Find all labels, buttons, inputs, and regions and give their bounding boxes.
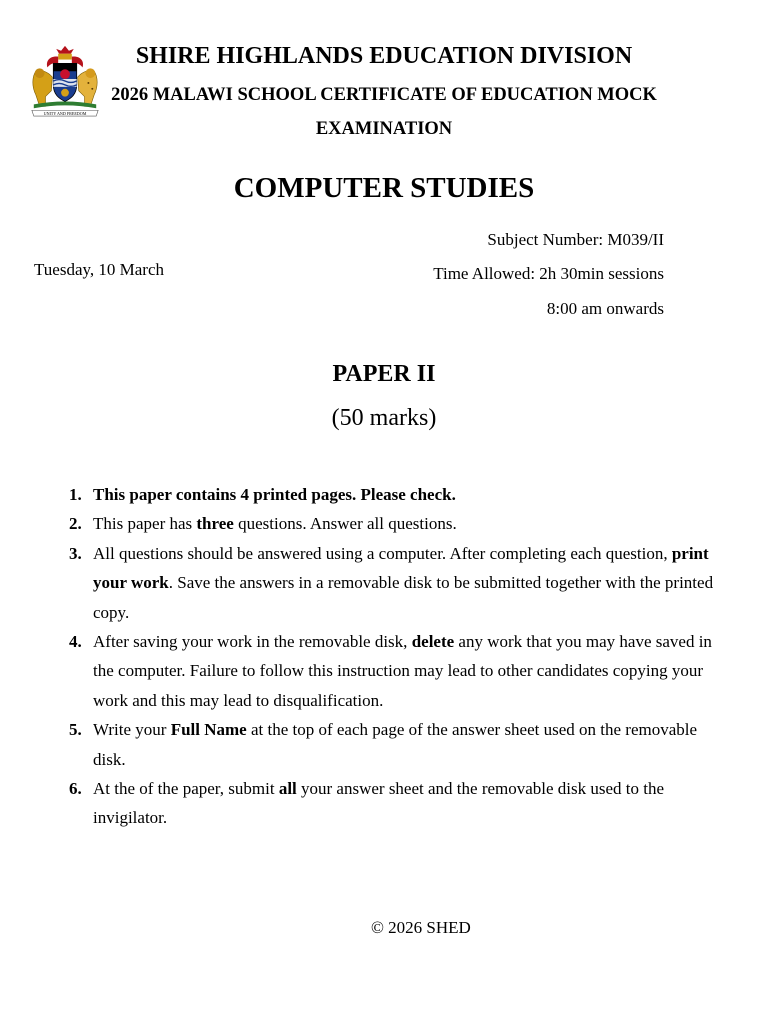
paper-title: PAPER II: [332, 361, 436, 387]
instruction-number: 5.: [69, 720, 82, 740]
exam-title-line2: EXAMINATION: [315, 119, 453, 139]
instruction-text: . Save the answers in a removable disk to be submitted together with the printed copy.: [93, 573, 714, 622]
instruction-text: questions. Answer all questions.: [233, 514, 457, 534]
instruction-text: After saving your work in the removable disk,: [93, 632, 412, 652]
instructions-list: [62, 480, 722, 833]
instruction-text: At the of the paper, submit: [93, 779, 279, 799]
start-time: 8:00 am onwards: [546, 299, 664, 318]
instruction-number: 1.: [69, 485, 82, 504]
instruction-emphasis: three: [196, 514, 234, 534]
instruction-item: [62, 627, 722, 715]
exam-title-line1: 2026 MALAWI SCHOOL CERTIFICATE OF EDUCATION MOCK: [111, 85, 657, 105]
instruction-number: 2.: [69, 514, 82, 534]
exam-date: Tuesday, 10 March: [34, 260, 165, 279]
instruction-emphasis: delete: [411, 632, 455, 652]
instruction-item: [62, 539, 722, 627]
subject-number: Subject Number: M039/II: [487, 230, 664, 249]
instruction-text: This paper contains 4 printed pages. Please check.: [93, 485, 456, 504]
instruction-number: 3.: [69, 543, 82, 563]
instruction-item: [62, 509, 722, 538]
instruction-text: Write your: [93, 720, 171, 740]
instruction-emphasis: all: [278, 779, 297, 799]
instruction-emphasis: Full Name: [170, 720, 247, 740]
instruction-text: your answer sheet and the removable disk used to the invigilator.: [93, 779, 665, 828]
paper-marks: (50 marks): [331, 405, 437, 431]
instruction-emphasis: print your work: [93, 543, 709, 593]
instruction-number: 6.: [69, 779, 82, 799]
instruction-item: [62, 774, 722, 833]
subject-title: COMPUTER STUDIES: [233, 172, 535, 204]
instruction-item: [62, 715, 722, 774]
instruction-number: 4.: [69, 632, 82, 652]
copyright-footer: © 2026 SHED: [371, 918, 471, 937]
instruction-text: any work that you may have saved in the computer. Failure to follow this instruction may lead to other candidates copying your work and this may lead to disqualification.: [93, 632, 712, 710]
instruction-text: All questions should be answered using a computer. After completing each question,: [93, 543, 672, 563]
instruction-text: This paper has: [93, 514, 197, 534]
instruction-text: at the top of each page of the answer sheet used on the removable disk.: [93, 720, 698, 769]
division-title: SHIRE HIGHLANDS EDUCATION DIVISION: [135, 43, 633, 69]
time-allowed: Time Allowed: 2h 30min sessions: [433, 264, 664, 283]
svg-text:UNITY AND FREEDOM: UNITY AND FREEDOM: [43, 111, 87, 117]
instruction-item: [62, 480, 722, 509]
